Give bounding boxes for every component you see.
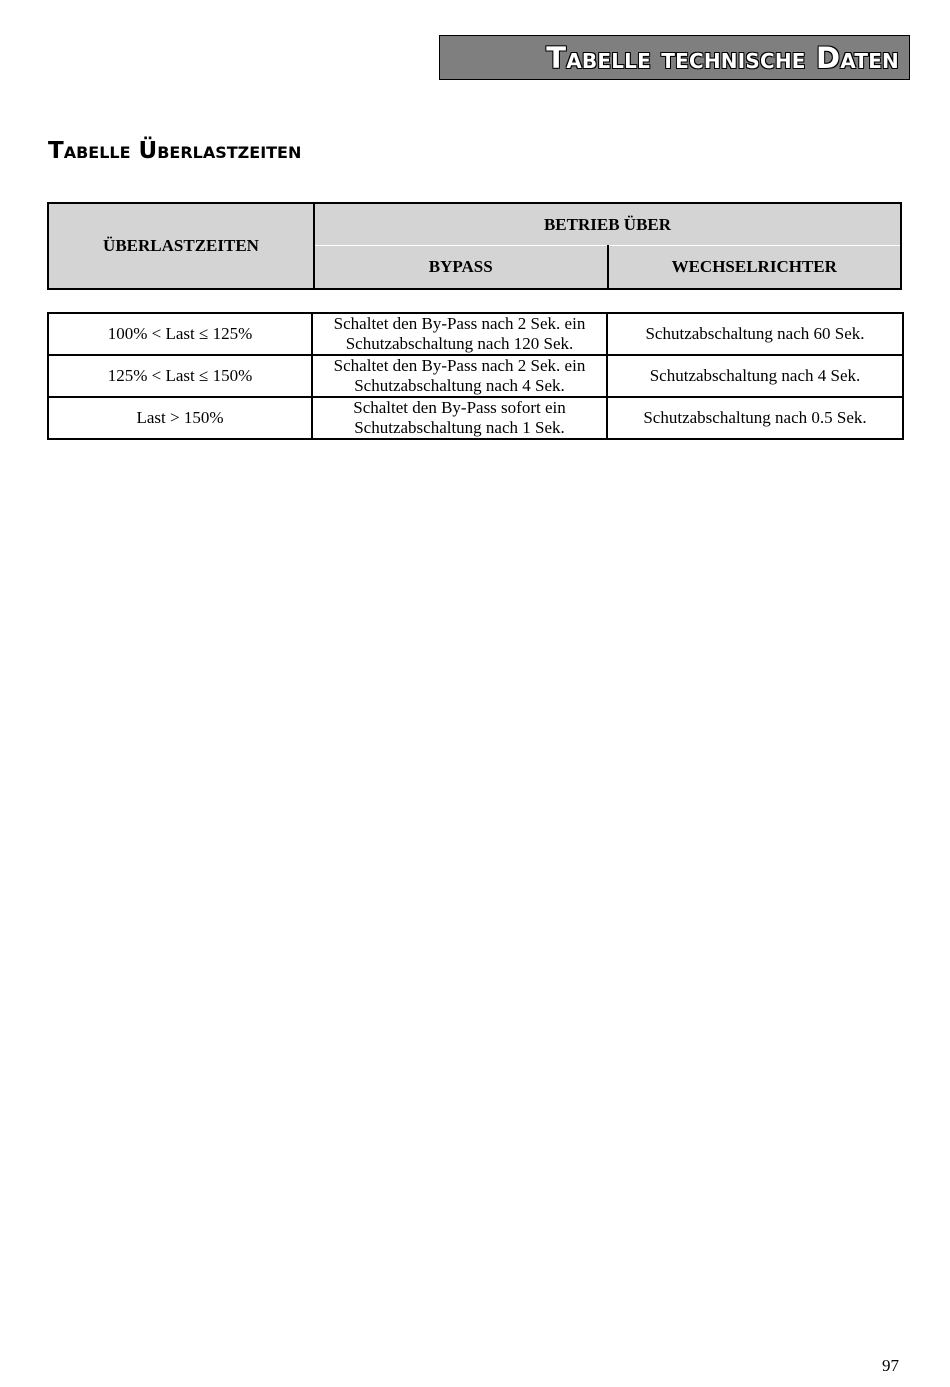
header-inverter: WECHSELRICHTER (608, 246, 902, 290)
bypass-line-2: Schutzabschaltung nach 120 Sek. (345, 334, 574, 353)
load-cell: 125% < Last ≤ 150% (48, 355, 312, 397)
header-bypass: BYPASS (314, 246, 608, 290)
header-banner (439, 35, 910, 80)
inverter-cell: Schutzabschaltung nach 0.5 Sek. (607, 397, 903, 439)
bypass-line-2: Schutzabschaltung nach 4 Sek. (354, 376, 565, 395)
bypass-cell (312, 313, 607, 355)
bypass-cell (312, 397, 607, 439)
bypass-line-1: Schaltet den By-Pass sofort ein (353, 398, 566, 417)
bypass-line-1: Schaltet den By-Pass nach 2 Sek. ein (333, 356, 586, 375)
table-row (48, 355, 903, 397)
overload-table (47, 312, 904, 440)
load-cell: 100% < Last ≤ 125% (48, 313, 312, 355)
bypass-line-1: Schaltet den By-Pass nach 2 Sek. ein (333, 314, 586, 333)
bypass-cell (312, 355, 607, 397)
banner-title: Tabelle technische Daten (546, 40, 899, 75)
bypass-line-2: Schutzabschaltung nach 1 Sek. (354, 418, 565, 437)
page-number: 97 (882, 1356, 899, 1375)
inverter-cell: Schutzabschaltung nach 60 Sek. (607, 313, 903, 355)
inverter-cell: Schutzabschaltung nach 4 Sek. (607, 355, 903, 397)
section-title: Tabelle Überlastzeiten (48, 138, 302, 164)
table-header (47, 202, 902, 290)
table-row (48, 397, 903, 439)
header-operation-group: BETRIEB ÜBER (314, 203, 901, 246)
header-overload-times: ÜBERLASTZEITEN (48, 203, 314, 289)
table-row (48, 313, 903, 355)
load-cell: Last > 150% (48, 397, 312, 439)
